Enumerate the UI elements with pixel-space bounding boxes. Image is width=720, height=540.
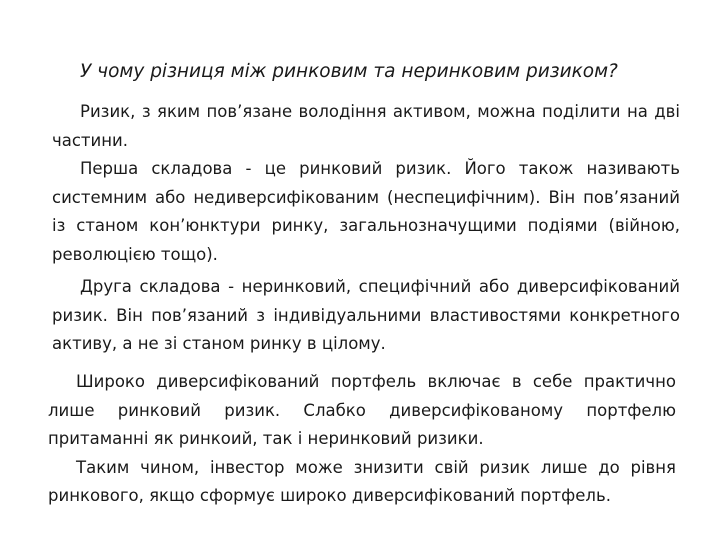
paragraph-market-risk: Перша складова - це ринковий ризик. Його також називають системним або недиверсифікованим (неспецифічним). Він пов’язаний із станом кон’юнктури ринку, загальнозначущими подіями (війною, революцією тощо). — [52, 159, 680, 264]
text-block-risk-types — [52, 98, 680, 359]
paragraph-conclusion: Таким чином, інвестор може знизити свій ризик лише до рівня ринкового, якщо сформує широко диверсифікований портфель. — [48, 457, 676, 505]
paragraph-nonmarket-risk: Друга складова - неринковий, специфічний або диверсифікований ризик. Він пов’язаний з індивідуальними властивостями конкретного активу, а не зі станом ринку в цілому. — [52, 277, 680, 353]
text-block-portfolio — [48, 368, 676, 511]
paragraph-risk-intro: Ризик, з яким пов’язане володіння активом, можна поділити на дві частини. — [52, 102, 680, 150]
slide-title: У чому різниця між ринковим та неринковим ризиком? — [80, 61, 618, 82]
paragraph-diversified-portfolio: Широко диверсифікований портфель включає в себе практично лише ринковий ризик. Слабко диверсифікованому портфелю притаманні як ринкоий, так і неринковий ризики. — [48, 372, 676, 448]
